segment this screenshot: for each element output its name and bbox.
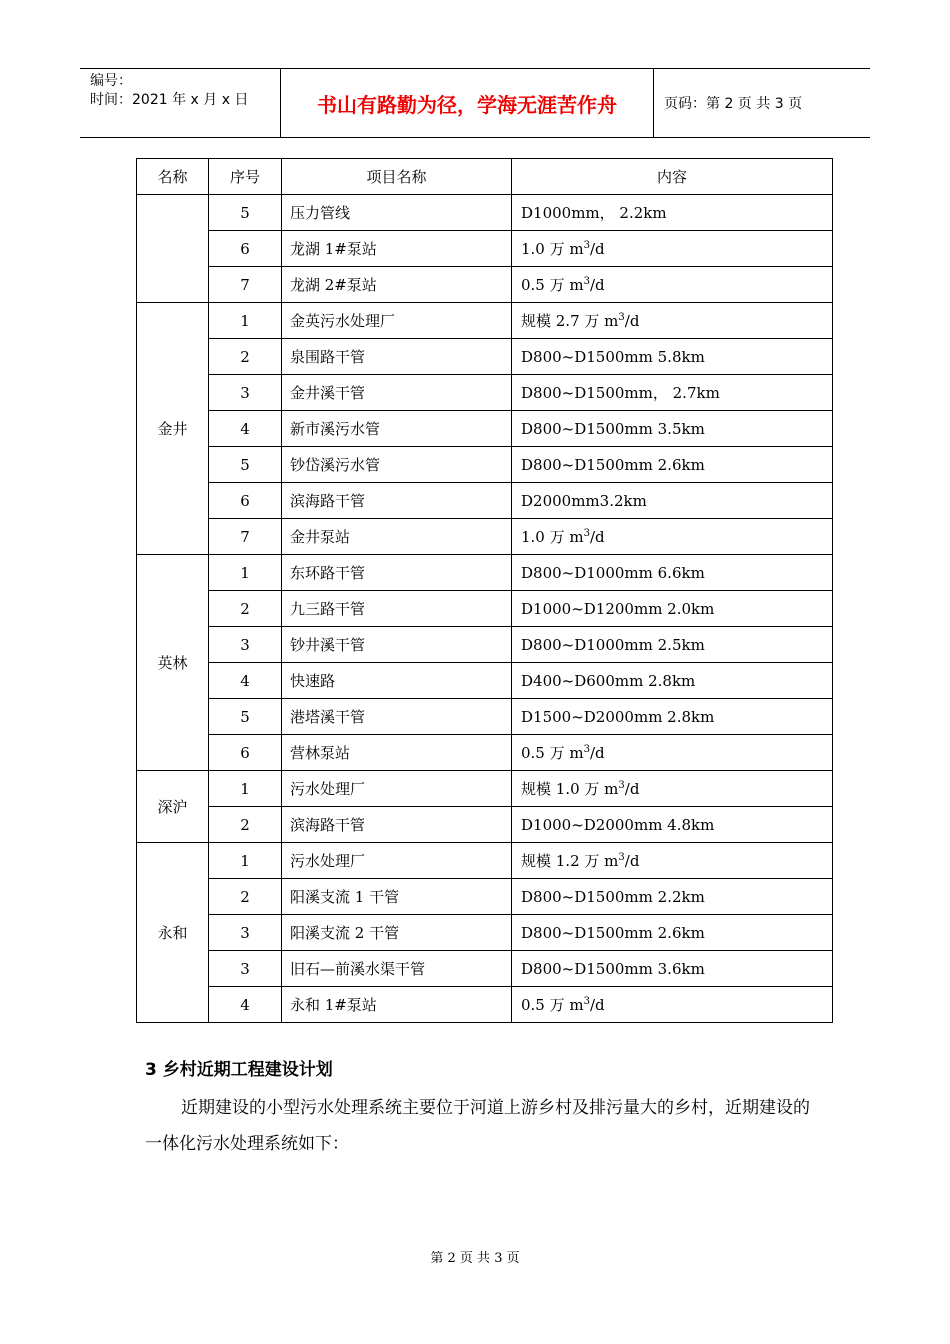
content-cell xyxy=(512,879,833,915)
group-name-cell xyxy=(137,195,209,303)
content-cell xyxy=(512,447,833,483)
content-text: D800~D1000mm 2.5km xyxy=(521,635,705,654)
content-text: D800~D1500mm 2.6km xyxy=(521,923,705,942)
project-name-cell: 快速路 xyxy=(282,663,512,699)
table-row xyxy=(137,843,833,879)
content-cell xyxy=(512,951,833,987)
row-number-cell: 2 xyxy=(209,339,282,375)
content-suffix: /d xyxy=(590,744,605,762)
content-cell xyxy=(512,987,833,1023)
table-row xyxy=(137,807,833,843)
content-cell xyxy=(512,375,833,411)
content-text: D800~D1500mm， 2.7km xyxy=(521,384,720,402)
content-text: D2000mm3.2km xyxy=(521,491,647,510)
column-header-number: 序号 xyxy=(209,159,282,195)
content-text: D800~D1500mm 3.5km xyxy=(521,419,705,438)
table-row xyxy=(137,447,833,483)
group-name-cell: 英林 xyxy=(137,555,209,771)
content-text: 规模 2.7 万 m xyxy=(521,312,619,330)
content-cell xyxy=(512,771,833,807)
content-cell xyxy=(512,339,833,375)
row-number-cell: 7 xyxy=(209,519,282,555)
row-number-cell: 4 xyxy=(209,987,282,1023)
content-superscript: 3 xyxy=(583,996,590,1007)
row-number-cell: 1 xyxy=(209,771,282,807)
row-number-cell: 1 xyxy=(209,303,282,339)
row-number-cell: 2 xyxy=(209,879,282,915)
project-name-cell: 滨海路干管 xyxy=(282,807,512,843)
content-text: 0.5 万 m xyxy=(521,744,584,762)
content-text: D1000~D1200mm 2.0km xyxy=(521,599,715,618)
content-superscript: 3 xyxy=(583,276,590,287)
table-row xyxy=(137,519,833,555)
content-text: D800~D1500mm 3.6km xyxy=(521,959,705,978)
content-suffix: /d xyxy=(590,240,605,258)
table-row xyxy=(137,915,833,951)
table-row xyxy=(137,987,833,1023)
table-row xyxy=(137,951,833,987)
content-superscript: 3 xyxy=(583,744,590,755)
row-number-cell: 6 xyxy=(209,231,282,267)
content-cell xyxy=(512,483,833,519)
row-number-cell: 5 xyxy=(209,699,282,735)
content-text: 1.0 万 m xyxy=(521,528,584,546)
header-number: 编号： xyxy=(90,73,132,89)
header-time: 时间：2021 年 x 月 x 日 xyxy=(90,92,249,108)
header-page-number: 页码：第 2 页 共 3 页 xyxy=(664,96,803,112)
content-text: D1500~D2000mm 2.8km xyxy=(521,707,715,726)
table-row xyxy=(137,267,833,303)
table-body xyxy=(137,195,833,1023)
row-number-cell: 5 xyxy=(209,195,282,231)
group-name-cell: 永和 xyxy=(137,843,209,1023)
table-row xyxy=(137,627,833,663)
row-number-cell: 3 xyxy=(209,915,282,951)
project-name-cell: 金井泵站 xyxy=(282,519,512,555)
content-text: D1000~D2000mm 4.8km xyxy=(521,815,715,834)
content-cell xyxy=(512,411,833,447)
table-row xyxy=(137,771,833,807)
project-name-cell: 龙湖 1#泵站 xyxy=(282,231,512,267)
project-name-cell: 钞井溪干管 xyxy=(282,627,512,663)
project-table xyxy=(136,158,833,1023)
content-text: 规模 1.2 万 m xyxy=(521,852,619,870)
column-header-content: 内容 xyxy=(512,159,833,195)
content-text: D800~D1500mm 2.2km xyxy=(521,887,705,906)
content-cell xyxy=(512,303,833,339)
page-footer: 第 2 页 共 3 页 xyxy=(430,1251,520,1266)
table-row xyxy=(137,879,833,915)
content-cell xyxy=(512,843,833,879)
table-row xyxy=(137,591,833,627)
table-header-row xyxy=(137,159,833,195)
row-number-cell: 7 xyxy=(209,267,282,303)
column-header-name: 名称 xyxy=(137,159,209,195)
content-cell xyxy=(512,735,833,771)
content-suffix: /d xyxy=(590,528,605,546)
content-suffix: /d xyxy=(624,852,640,870)
column-header-project: 项目名称 xyxy=(282,159,512,195)
content-cell xyxy=(512,663,833,699)
row-number-cell: 1 xyxy=(209,555,282,591)
header-motto: 书山有路勤为径，学海无涯苦作舟 xyxy=(281,69,654,137)
row-number-cell: 3 xyxy=(209,375,282,411)
section-title: 3 乡村近期工程建设计划 xyxy=(145,1060,333,1080)
content-cell xyxy=(512,555,833,591)
header-meta xyxy=(80,69,281,137)
page-header xyxy=(80,68,870,138)
content-superscript: 3 xyxy=(618,780,625,791)
row-number-cell: 6 xyxy=(209,483,282,519)
table-row xyxy=(137,483,833,519)
content-suffix: /d xyxy=(590,996,605,1014)
project-name-cell: 东环路干管 xyxy=(282,555,512,591)
row-number-cell: 1 xyxy=(209,843,282,879)
content-text: 规模 1.0 万 m xyxy=(521,780,619,798)
content-superscript: 3 xyxy=(583,528,590,539)
project-name-cell: 阳溪支流 1 干管 xyxy=(282,879,512,915)
content-text: 0.5 万 m xyxy=(521,276,584,294)
project-name-cell: 永和 1#泵站 xyxy=(282,987,512,1023)
table-row xyxy=(137,195,833,231)
project-name-cell: 龙湖 2#泵站 xyxy=(282,267,512,303)
project-name-cell: 污水处理厂 xyxy=(282,843,512,879)
project-name-cell: 钞岱溪污水管 xyxy=(282,447,512,483)
project-name-cell: 九三路干管 xyxy=(282,591,512,627)
content-suffix: /d xyxy=(590,276,605,294)
content-suffix: /d xyxy=(624,780,640,798)
project-name-cell: 新市溪污水管 xyxy=(282,411,512,447)
row-number-cell: 3 xyxy=(209,951,282,987)
content-cell xyxy=(512,915,833,951)
table-row xyxy=(137,231,833,267)
content-cell xyxy=(512,519,833,555)
table-row xyxy=(137,411,833,447)
table-row xyxy=(137,339,833,375)
project-name-cell: 污水处理厂 xyxy=(282,771,512,807)
content-text: D1000mm， 2.2km xyxy=(521,204,667,222)
table-row xyxy=(137,663,833,699)
table-row xyxy=(137,699,833,735)
table-row xyxy=(137,555,833,591)
content-text: D800~D1000mm 6.6km xyxy=(521,563,705,582)
group-name-cell: 深沪 xyxy=(137,771,209,843)
content-cell xyxy=(512,267,833,303)
row-number-cell: 2 xyxy=(209,807,282,843)
project-name-cell: 港塔溪干管 xyxy=(282,699,512,735)
row-number-cell: 5 xyxy=(209,447,282,483)
project-name-cell: 阳溪支流 2 干管 xyxy=(282,915,512,951)
row-number-cell: 4 xyxy=(209,663,282,699)
content-cell xyxy=(512,807,833,843)
project-name-cell: 营林泵站 xyxy=(282,735,512,771)
project-name-cell: 旧石—前溪水渠干管 xyxy=(282,951,512,987)
content-cell xyxy=(512,195,833,231)
group-name-cell: 金井 xyxy=(137,303,209,555)
row-number-cell: 3 xyxy=(209,627,282,663)
content-cell xyxy=(512,627,833,663)
table-row xyxy=(137,375,833,411)
content-superscript: 3 xyxy=(618,852,625,863)
content-text: D800~D1500mm 2.6km xyxy=(521,455,705,474)
content-text: D800~D1500mm 5.8km xyxy=(521,347,705,366)
content-cell xyxy=(512,699,833,735)
content-superscript: 3 xyxy=(583,240,590,251)
project-name-cell: 金英污水处理厂 xyxy=(282,303,512,339)
body-paragraph: 近期建设的小型污水处理系统主要位于河道上游乡村及排污量大的乡村，近期建设的一体化污水处理系统如下： xyxy=(145,1098,810,1154)
row-number-cell: 2 xyxy=(209,591,282,627)
project-name-cell: 压力管线 xyxy=(282,195,512,231)
content-text: 0.5 万 m xyxy=(521,996,584,1014)
project-name-cell: 滨海路干管 xyxy=(282,483,512,519)
content-cell xyxy=(512,591,833,627)
content-text: D400~D600mm 2.8km xyxy=(521,671,696,690)
table-row xyxy=(137,735,833,771)
row-number-cell: 6 xyxy=(209,735,282,771)
content-cell xyxy=(512,231,833,267)
project-name-cell: 泉围路干管 xyxy=(282,339,512,375)
content-text: 1.0 万 m xyxy=(521,240,584,258)
project-name-cell: 金井溪干管 xyxy=(282,375,512,411)
content-superscript: 3 xyxy=(618,312,625,323)
content-suffix: /d xyxy=(624,312,640,330)
table-row xyxy=(137,303,833,339)
row-number-cell: 4 xyxy=(209,411,282,447)
